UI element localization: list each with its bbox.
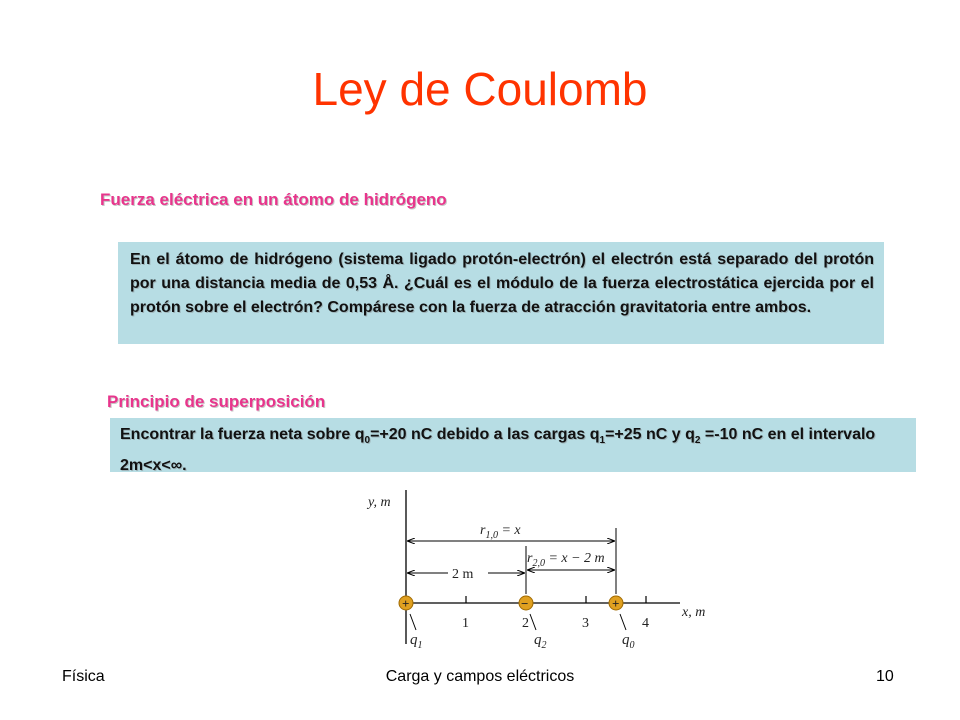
dimension-2m-label: 2 m [452, 567, 474, 582]
tick-label-3: 3 [582, 616, 589, 631]
slide-title: Ley de Coulomb [312, 63, 648, 115]
svg-text:−: − [521, 596, 529, 611]
pointer-q1 [410, 614, 416, 630]
label-q1: $q_1$ [410, 632, 423, 651]
label-q2: $q_2$ [534, 632, 547, 651]
x-axis-label: x, m [682, 605, 706, 620]
tick-label-4: 4 [642, 616, 649, 631]
svg-text:+: + [612, 596, 620, 611]
charges-diagram [360, 484, 740, 664]
charge-q0 [609, 596, 623, 611]
section-heading-hydrogen: Fuerza eléctrica en un átomo de hidrógeno [100, 190, 447, 209]
pointer-q2 [530, 614, 536, 630]
section-heading-superposition: Principio de superposición [107, 392, 326, 411]
tick-label-1: 1 [462, 616, 469, 631]
dimension-r20-label: $r_{2,0} = x - 2$ m [527, 551, 605, 569]
charge-q1 [399, 596, 413, 611]
y-axis-label: y, m [368, 495, 391, 510]
footer-left: Física [62, 668, 105, 685]
tick-label-2: 2 [522, 616, 529, 631]
problem-text-hydrogen: En el átomo de hidrógeno (sistema ligado protón-electrón) el electrón está separado del protón por una distancia media de 0,53 Å. ¿Cuál es el módulo de la fuerza electrostática ejercida por el protón sobre el electrón? Compárese con la fuerza de atracción gravitatoria entre ambos. [130, 251, 874, 316]
page-number: 10 [876, 668, 894, 685]
charge-q2 [519, 596, 533, 611]
dimension-r10-label: $r_{1,0} = x$ [480, 523, 521, 541]
problem-box-superposition [110, 418, 916, 475]
footer-center: Carga y campos eléctricos [385, 668, 575, 685]
label-q0: $q_0$ [622, 632, 635, 651]
problem-box-hydrogen [118, 242, 884, 344]
problem-text-superposition: Encontrar la fuerza neta sobre $q_0=+20$ nC debido a las cargas $q_1=+25$ nC y $q_2 =-10$ nC en el intervalo 2m<x<∞. [120, 426, 876, 475]
svg-text:+: + [402, 596, 410, 611]
pointer-q0 [620, 614, 626, 630]
